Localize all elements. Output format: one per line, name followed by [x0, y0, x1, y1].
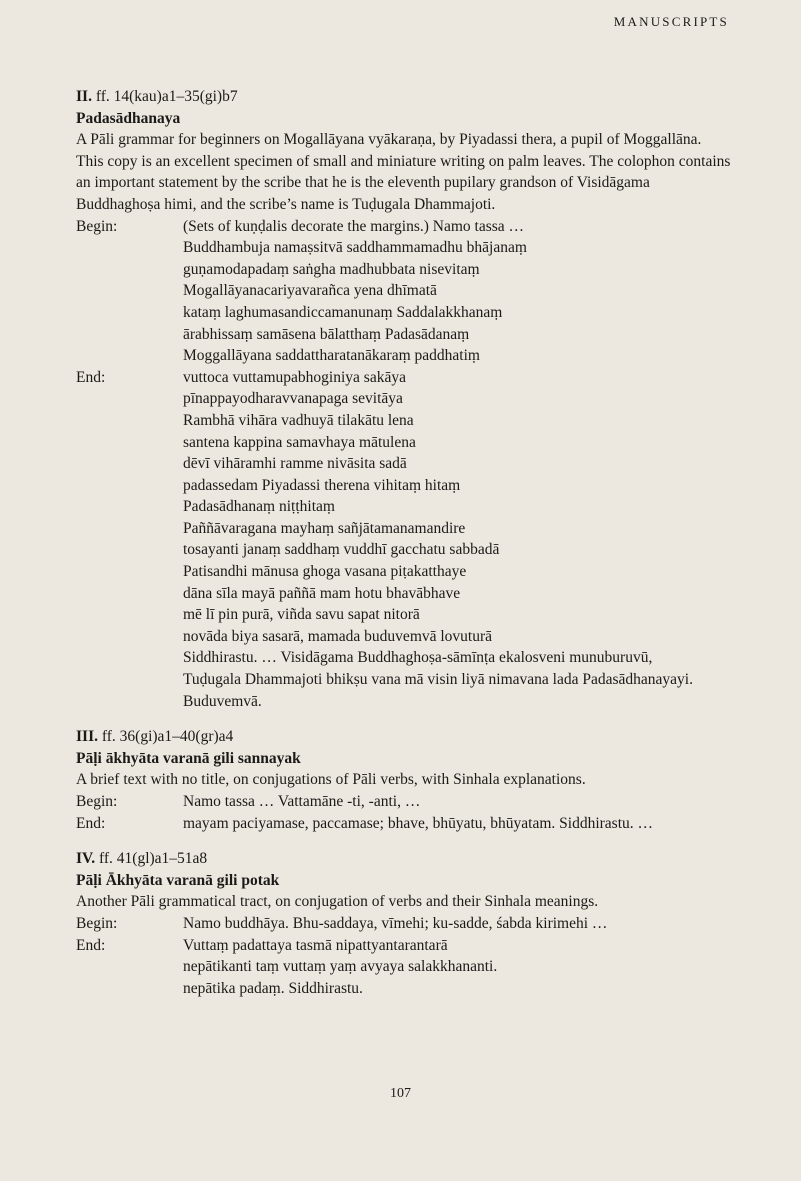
text-line: Paññāvaragana mayhaṃ sañjātamanamandire	[183, 519, 466, 537]
end-row	[76, 813, 736, 835]
text-line: santena kappina samavhaya mātulena	[183, 433, 416, 451]
text-line: nepātika padaṃ. Siddhirastu.	[183, 979, 363, 997]
entry-title: Pāḷi ākhyāta varanā gili sannayak	[76, 749, 301, 767]
begin-label: Begin:	[76, 793, 118, 810]
text-line: tosayanti janaṃ saddhaṃ vuddhī gacchatu sabbadā	[183, 541, 500, 559]
text-line: Tuḍugala Dhammajoti bhikṣu vana mā visin liyā nimavana lada Padasādhanayayi.	[183, 671, 693, 689]
begin-text	[183, 216, 736, 367]
entry-iv	[76, 848, 736, 999]
end-text	[183, 367, 736, 713]
entry-description: Another Pāli grammatical tract, on conjugation of verbs and their Sinhala meanings.	[76, 893, 599, 911]
folio-reference: ff. 36(gi)a1–40(gr)a4	[101, 728, 234, 746]
text-line: Moggallāyana saddattharatanākaraṃ paddhatiṃ	[183, 347, 480, 365]
text-line: dēvī vihāramhi ramme nivāsita sadā	[183, 455, 407, 473]
text-line: nepātikanti taṃ vuttaṃ yaṃ avyaya salakkhananti.	[183, 958, 498, 976]
page-content	[76, 86, 736, 999]
entry-heading	[76, 86, 736, 108]
begin-label: Begin:	[76, 217, 118, 235]
text-line: Namo tassa … Vattamāne -ti, -anti, …	[183, 793, 421, 810]
entry-number: III.	[76, 728, 98, 746]
text-line: (Sets of kuṇḍalis decorate the margins.) Namo tassa …	[183, 217, 525, 235]
begin-text	[183, 913, 736, 935]
text-line: Patisandhi mānusa ghoga vasana piṭakatthaye	[183, 563, 467, 581]
entry-title: Pāḷi Ākhyāta varanā gili potak	[76, 871, 280, 889]
end-text	[183, 813, 736, 835]
folio-reference: ff. 41(gl)a1–51a8	[98, 850, 208, 868]
end-row	[76, 367, 736, 713]
entry-number: II.	[76, 88, 92, 105]
begin-text	[183, 791, 736, 813]
entry-iii	[76, 726, 736, 834]
text-line: vuttoca vuttamupabhoginiya sakāya	[183, 368, 406, 386]
text-line: mē lī pin purā, viñda savu sapat nitorā	[183, 606, 420, 624]
entry-title: Padasādhanaya	[76, 109, 181, 127]
end-label: End:	[76, 814, 106, 832]
entry-description: A Pāli grammar for beginners on Mogallāyana vyākaraṇa, by Piyadassi thera, a pupil of Moggallāna.	[76, 131, 702, 149]
text-line: pīnappayodharavvanapaga sevitāya	[183, 390, 403, 408]
entry-ii	[76, 86, 736, 712]
text-line: Namo buddhāya. Bhu-saddaya, vīmehi; ku-sadde, śabda kirimehi …	[183, 914, 608, 932]
text-line: ārabhissaṃ samāsena bālatthaṃ Padasādanaṃ	[183, 325, 470, 343]
begin-row	[76, 791, 736, 813]
text-line: Siddhirastu. … Visidāgama Buddhaghoṣa-sāmīnṭa ekalosveni munuburuvū,	[183, 649, 653, 667]
end-label: End:	[76, 368, 106, 386]
text-line: novāda biya sasarā, mamada buduvemvā lovuturā	[183, 627, 493, 645]
text-line: padassedam Piyadassi therena vihitaṃ hitaṃ	[183, 476, 461, 494]
entry-note: This copy is an excellent specimen of small and miniature writing on palm leaves. The colophon contains an important statement by the scribe that he is the eleventh pupilary grandson of Visidāgama Buddhaghoṣa himi, and the scribe’s name is Tuḍugala Dhammajoti.	[76, 152, 731, 213]
begin-row	[76, 913, 736, 935]
entry-number: IV.	[76, 850, 96, 868]
text-line: Vuttaṃ padattaya tasmā nipattyantarantarā	[183, 936, 448, 954]
text-line: kataṃ laghumasandiccamanunaṃ Saddalakkhanaṃ	[183, 303, 503, 321]
text-line: Buduvemvā.	[183, 692, 262, 710]
folio-reference: ff. 14(kau)a1–35(gi)b7	[95, 88, 238, 105]
text-line: Mogallāyanacariyavarañca yena dhīmatā	[183, 282, 437, 300]
text-line: mayam paciyamase, paccamase; bhave, bhūyatu, bhūyatam. Siddhirastu. …	[183, 814, 654, 832]
text-line: guṇamodapadaṃ saṅgha madhubbata nisevitaṃ	[183, 260, 480, 278]
begin-row	[76, 216, 736, 367]
entry-heading	[76, 726, 736, 748]
running-head: MANUSCRIPTS	[613, 14, 729, 29]
end-label: End:	[76, 936, 106, 954]
end-row	[76, 935, 736, 1000]
text-line: dāna sīla mayā paññā mam hotu bhavābhave	[183, 584, 461, 602]
text-line: Buddhambuja namaṣsitvā saddhammamadhu bhājanaṃ	[183, 239, 527, 257]
begin-label: Begin:	[76, 914, 118, 932]
text-line: Padasādhanaṃ niṭṭhitaṃ	[183, 498, 335, 516]
entry-description: A brief text with no title, on conjugations of Pāli verbs, with Sinhala explanations.	[76, 771, 586, 789]
entry-heading	[76, 848, 736, 870]
end-text	[183, 935, 736, 1000]
page-number: 107	[390, 1086, 411, 1101]
text-line: Rambhā vihāra vadhuyā tilakātu lena	[183, 411, 414, 429]
